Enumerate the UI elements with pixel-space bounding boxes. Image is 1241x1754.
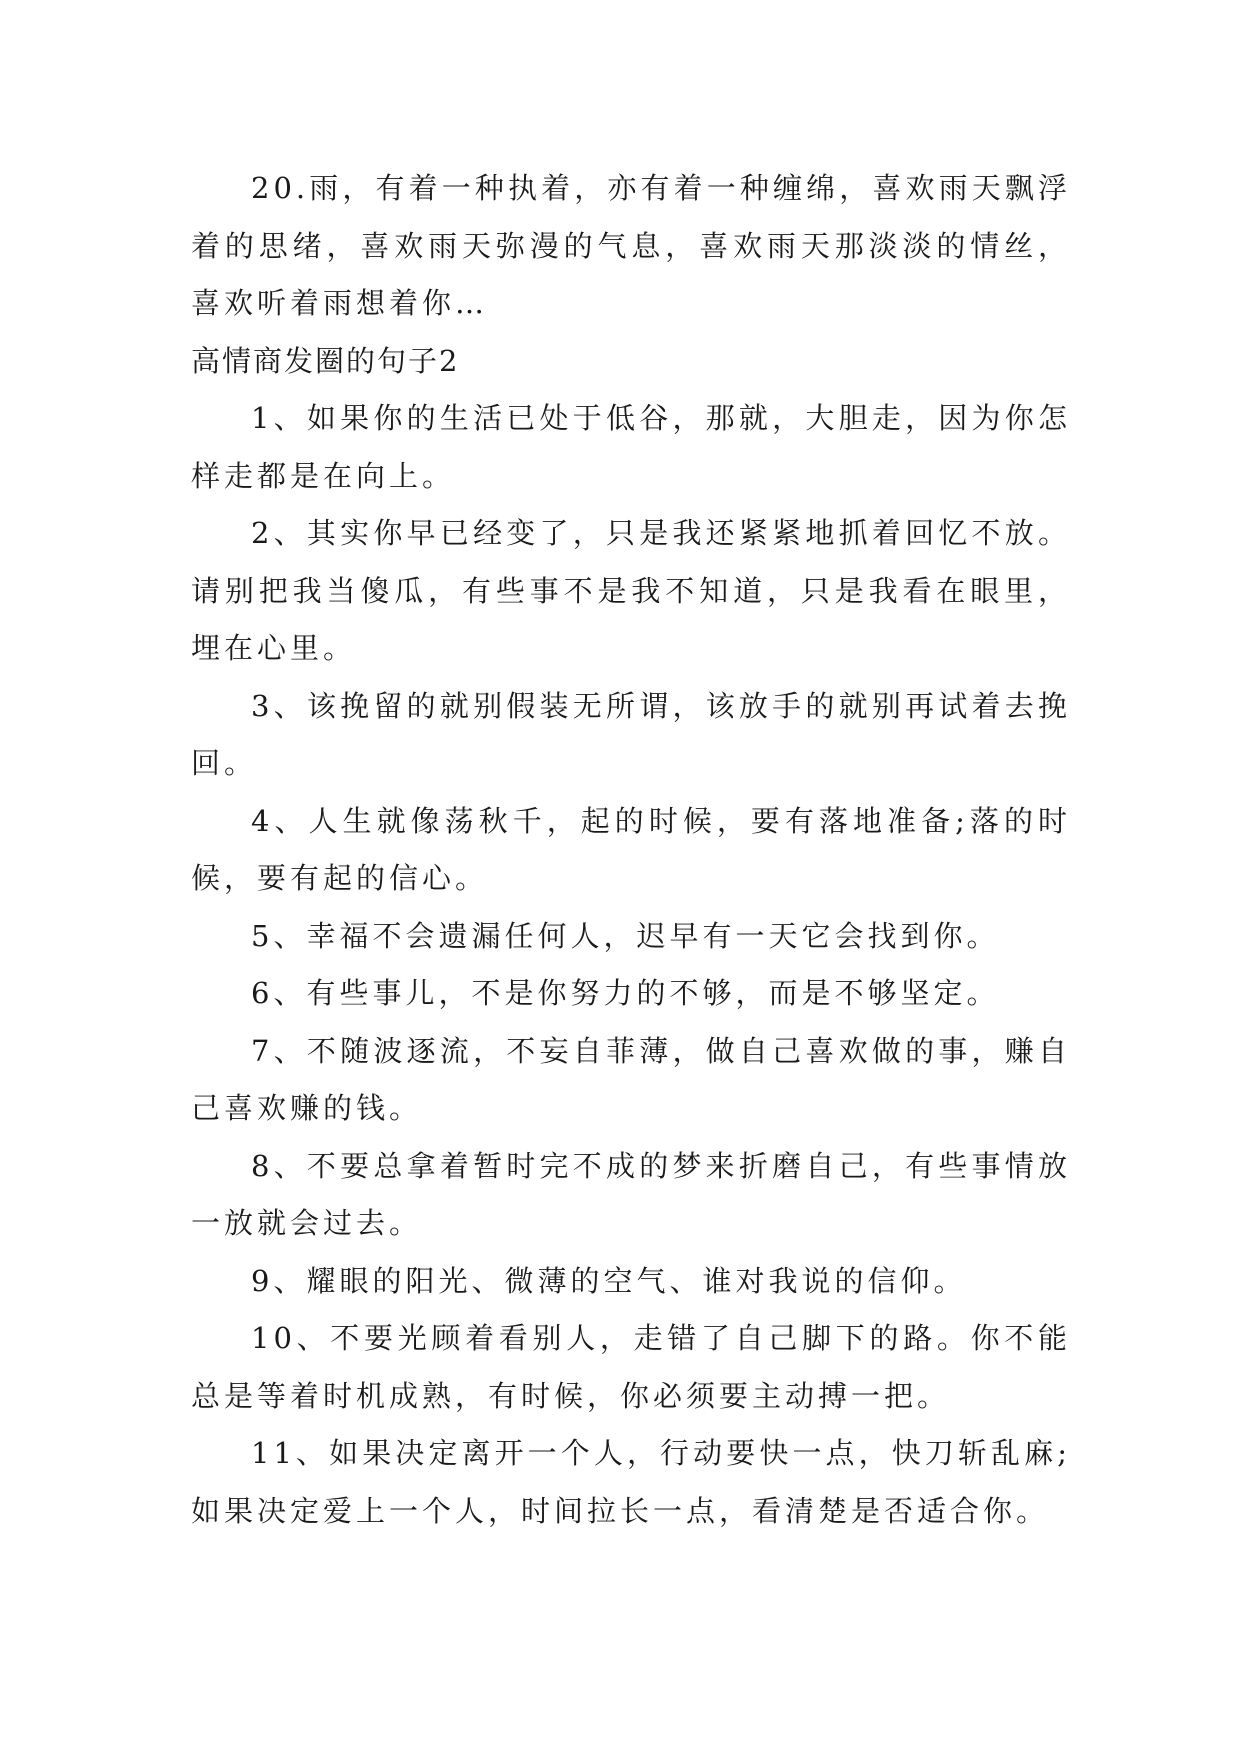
list-item-6: 6、有些事儿，不是你努力的不够，而是不够坚定。 <box>251 976 1000 1010</box>
list-item-2: 2、其实你早已经变了，只是我还紧紧地抓着回忆不放。请别把我当傻瓜，有些事不是我不知道，只是我看在眼里，埋在心里。 <box>191 516 1071 665</box>
list-item-8: 8、不要总拿着暂时完不成的梦来折磨自己，有些事情放一放就会过去。 <box>191 1148 1071 1240</box>
list-item-9: 9、耀眼的阳光、微薄的空气、谁对我说的信仰。 <box>251 1263 967 1298</box>
list-item-4: 4、人生就像荡秋千，起的时候，要有落地准备;落的时候，要有起的信心。 <box>191 803 1071 895</box>
document-body <box>191 160 1071 1540</box>
list-item-7: 7、不随波逐流，不妄自菲薄，做自己喜欢做的事，赚自己喜欢赚的钱。 <box>191 1033 1071 1125</box>
paragraph-20: 20.雨，有着一种执着，亦有着一种缠绵，喜欢雨天飘浮着的思绪，喜欢雨天弥漫的气息，喜欢雨天那淡淡的情丝，喜欢听着雨想着你… <box>191 171 1071 320</box>
list-item-1: 1、如果你的生活已处于低谷，那就，大胆走，因为你怎样走都是在向上。 <box>191 401 1071 493</box>
list-item-10: 10、不要光顾着看别人，走错了自己脚下的路。你不能总是等着时机成熟，有时候，你必须要主动搏一把。 <box>191 1321 1071 1413</box>
section-heading: 高情商发圈的句子2 <box>191 343 460 378</box>
list-item-5: 5、幸福不会遗漏任何人，迟早有一天它会找到你。 <box>251 918 1000 953</box>
list-item-11: 11、如果决定离开一个人，行动要快一点，快刀斩乱麻;如果决定爱上一个人，时间拉长一点，看清楚是否适合你。 <box>191 1436 1071 1528</box>
list-item-3: 3、该挽留的就别假装无所谓，该放手的就别再试着去挽回。 <box>191 688 1071 780</box>
